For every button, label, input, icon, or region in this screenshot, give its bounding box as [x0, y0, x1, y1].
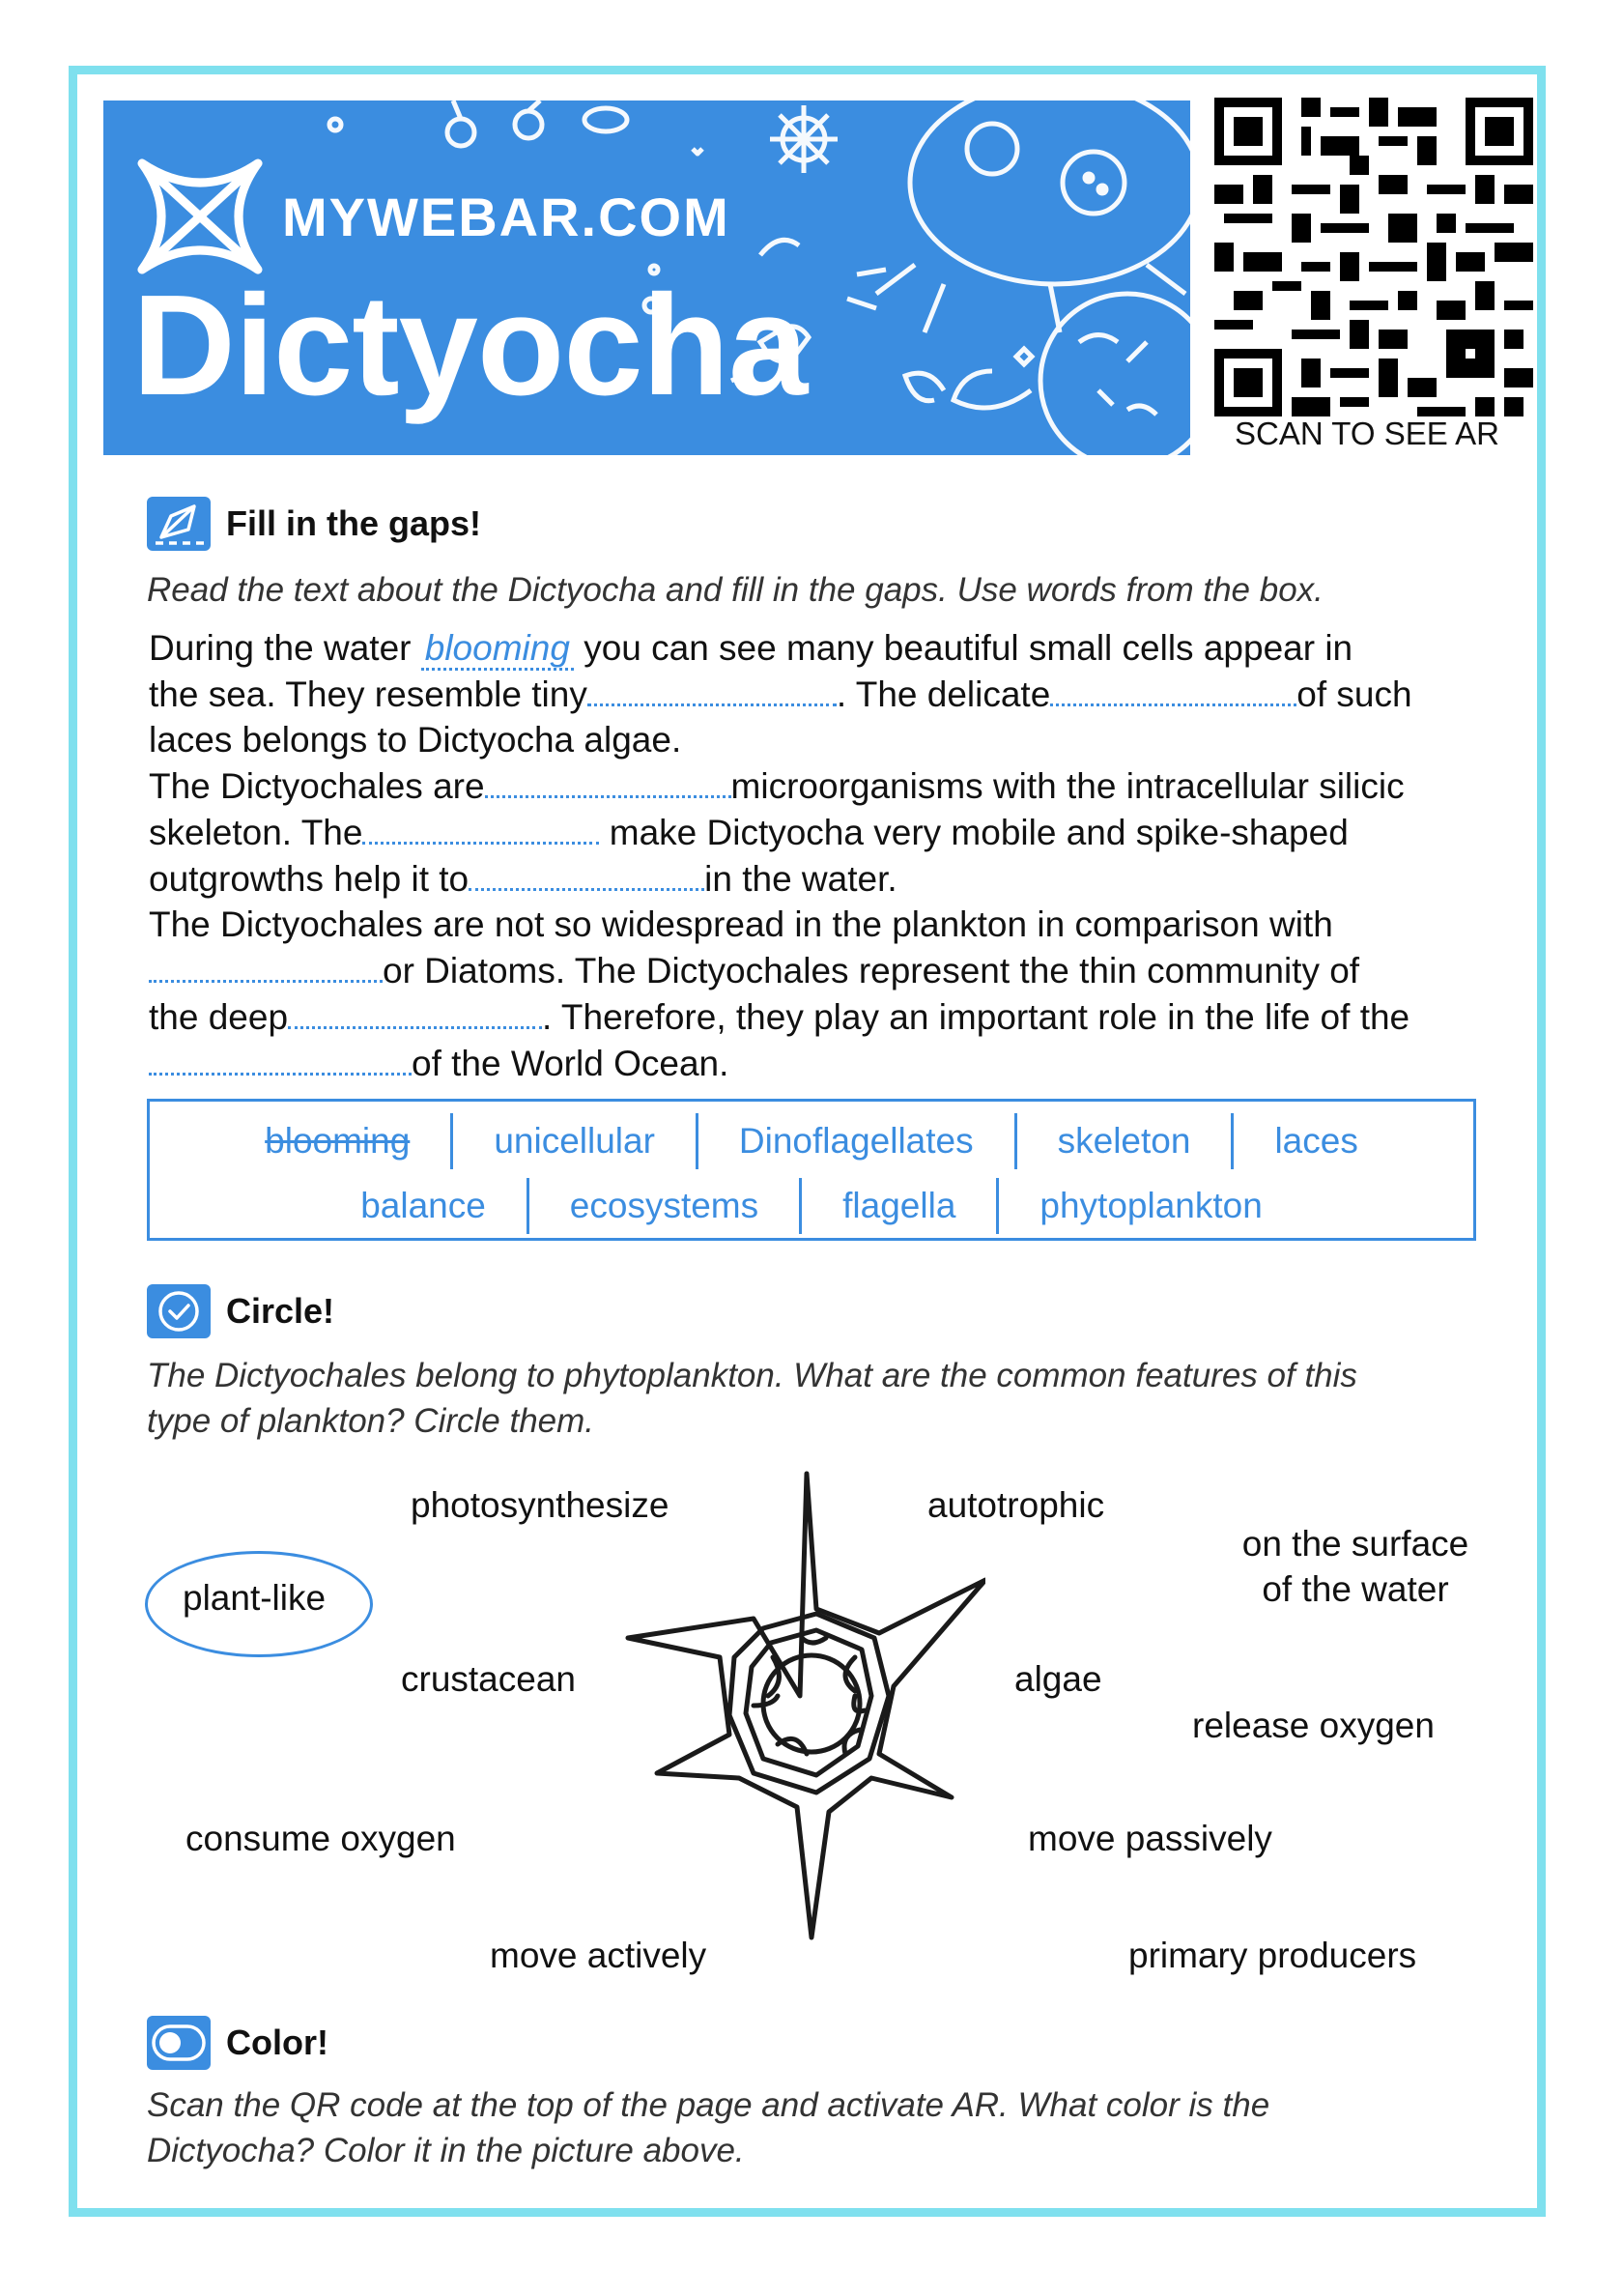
mywebar-logo-icon [132, 154, 268, 279]
word-dinoflagellates[interactable]: Dinoflagellates [738, 1121, 974, 1161]
word-balance[interactable]: balance [360, 1186, 486, 1225]
gap-blank-4[interactable] [362, 809, 599, 845]
pencil-ruler-icon [147, 497, 211, 551]
color-header [147, 2016, 328, 2070]
word-unicellular[interactable]: unicellular [494, 1121, 655, 1161]
gap-blank-8[interactable] [149, 1040, 412, 1076]
text-segment: skeleton. The [149, 813, 363, 852]
text-segment: laces belongs to Dictyocha algae. [149, 720, 682, 760]
word-bank [147, 1099, 1476, 1241]
gap-blank-6[interactable] [149, 947, 383, 983]
circle-header [147, 1284, 334, 1338]
word-flagella[interactable]: flagella [842, 1186, 956, 1225]
instruction-line: Scan the QR code at the top of the page and activate AR. What color is the [147, 2086, 1270, 2124]
instruction-line: Dictyocha? Color it in the picture above. [147, 2132, 745, 2169]
gap-blank-5[interactable] [469, 855, 704, 891]
gap-blank-1[interactable] [587, 671, 837, 706]
gap-blank-3[interactable] [485, 762, 731, 798]
fill-gaps-instruction: Read the text about the Dictyocha and fill in the gaps. Use words from the box. [147, 571, 1324, 609]
word-bank-row-1 [150, 1113, 1473, 1169]
option-plant-like[interactable]: plant-like [183, 1578, 327, 1618]
site-name[interactable]: MYWEBAR.COM [282, 187, 730, 247]
text-segment: of such [1296, 674, 1412, 714]
circle-instruction [147, 1353, 1490, 1444]
text-segment: The Dictyochales are [149, 766, 485, 806]
gap-paragraph [149, 625, 1501, 1086]
text-segment: During the water [149, 628, 412, 668]
option-move-actively[interactable]: move actively [490, 1936, 707, 1975]
option-crustacean[interactable]: crustacean [401, 1659, 576, 1699]
page-title: Dictyocha [132, 266, 808, 425]
header-banner [103, 100, 1190, 455]
fill-gaps-heading: Fill in the gaps! [226, 503, 482, 543]
option-algae[interactable]: algae [1014, 1659, 1102, 1699]
option-on-surface[interactable] [1235, 1521, 1476, 1612]
dictyocha-illustration[interactable] [618, 1464, 985, 1947]
qr-code-icon[interactable] [1214, 98, 1533, 416]
option-consume-oxygen[interactable]: consume oxygen [185, 1819, 456, 1858]
text-segment: . Therefore, they play an important role in the life of the [542, 997, 1410, 1037]
gap-blank-2[interactable] [1050, 671, 1296, 706]
text-segment: outgrowths help it to [149, 859, 470, 899]
example-answer: blooming [421, 628, 574, 671]
qr-caption: SCAN TO SEE AR [1235, 416, 1499, 451]
option-primary-producers[interactable]: primary producers [1128, 1936, 1417, 1975]
word-ecosystems[interactable]: ecosystems [569, 1186, 759, 1225]
color-heading: Color! [226, 2023, 328, 2062]
gap-blank-7[interactable] [288, 993, 542, 1029]
word-phytoplankton[interactable]: phytoplankton [1039, 1186, 1263, 1225]
word-bank-row-2 [150, 1178, 1473, 1234]
word-blooming[interactable]: blooming [265, 1121, 411, 1161]
text-segment: of the World Ocean. [412, 1044, 729, 1083]
text-segment: you can see many beautiful small cells appear in [584, 628, 1353, 668]
option-text: on the surface [1241, 1524, 1469, 1564]
text-segment: microorganisms with the intracellular silicic [730, 766, 1405, 806]
circle-heading: Circle! [226, 1291, 335, 1331]
option-move-passively[interactable]: move passively [1028, 1819, 1272, 1858]
text-segment: The Dictyochales are not so widespread in the plankton in comparison with [149, 904, 1333, 944]
text-segment: or Diatoms. The Dictyochales represent the thin community of [383, 951, 1360, 990]
instruction-line: The Dictyochales belong to phytoplankton. What are the common features of this [147, 1357, 1357, 1394]
color-instruction [147, 2082, 1490, 2173]
toggle-icon [147, 2016, 211, 2070]
option-text: of the water [1262, 1569, 1449, 1609]
instruction-line: type of plankton? Circle them. [147, 1402, 595, 1440]
fill-gaps-header [147, 497, 481, 551]
check-circle-icon [147, 1284, 211, 1338]
text-segment: the sea. They resemble tiny [149, 674, 587, 714]
option-autotrophic[interactable]: autotrophic [927, 1485, 1105, 1525]
text-segment: the deep [149, 997, 289, 1037]
text-segment: . The delicate [836, 674, 1051, 714]
option-photosynthesize[interactable]: photosynthesize [411, 1485, 669, 1525]
option-release-oxygen[interactable]: release oxygen [1192, 1706, 1435, 1745]
word-laces[interactable]: laces [1274, 1121, 1358, 1161]
text-segment: make Dictyocha very mobile and spike-shaped [609, 813, 1349, 852]
text-segment: in the water. [704, 859, 897, 899]
word-skeleton[interactable]: skeleton [1057, 1121, 1191, 1161]
